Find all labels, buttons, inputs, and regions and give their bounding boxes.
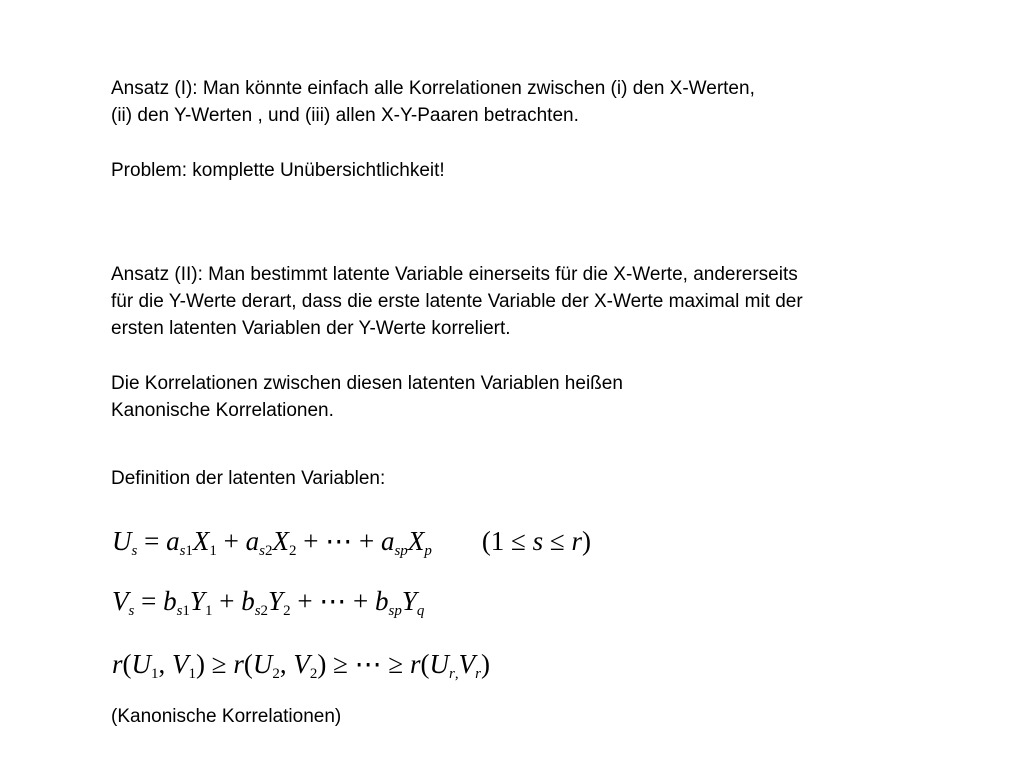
korrelationen-line1: Die Korrelationen zwischen diesen latenten Variablen heißen bbox=[111, 373, 623, 394]
u-equation-formula: $U_s = a_{s1}X_1 + a_{s2}X_2$ + ⋯ + $a_{sp}X_p$ (1 ≤ s ≤ r) bbox=[112, 526, 591, 559]
ansatz2-line2: für die Y-Werte derart, dass die erste latente Variable der X-Werte maximal mit der bbox=[111, 291, 803, 312]
v-equation-formula: $V_s = b_{s1}Y_1 + b_{s2}Y_2$ + ⋯ + $b_{sp}Y_q$ bbox=[112, 586, 425, 619]
ansatz1-line1: Ansatz (I): Man könnte einfach alle Korrelationen zwischen (i) den X-Werten, bbox=[111, 78, 755, 99]
caption-text: (Kanonische Korrelationen) bbox=[111, 706, 342, 727]
u-condition: (1 ≤ s ≤ r) bbox=[481, 526, 591, 556]
definition-heading: Definition der latenten Variablen: bbox=[111, 468, 386, 489]
problem-text: Problem: komplette Unübersichtlichkeit! bbox=[111, 160, 445, 181]
r-inequality-formula: $r(U_1$, $V_1) \ge r(U_2$, $V_2$) ≥ ⋯ ≥ $r(U_{r,}V_r)$ bbox=[112, 649, 490, 682]
ansatz2-line3: ersten latenten Variablen der Y-Werte korreliert. bbox=[111, 318, 511, 339]
korrelationen-line2: Kanonische Korrelationen. bbox=[111, 400, 334, 421]
ansatz1-line2: (ii) den Y-Werten , und (iii) allen X-Y-Paaren betrachten. bbox=[111, 105, 579, 126]
ansatz2-line1: Ansatz (II): Man bestimmt latente Variable einerseits für die X-Werte, andererseits bbox=[111, 264, 798, 285]
